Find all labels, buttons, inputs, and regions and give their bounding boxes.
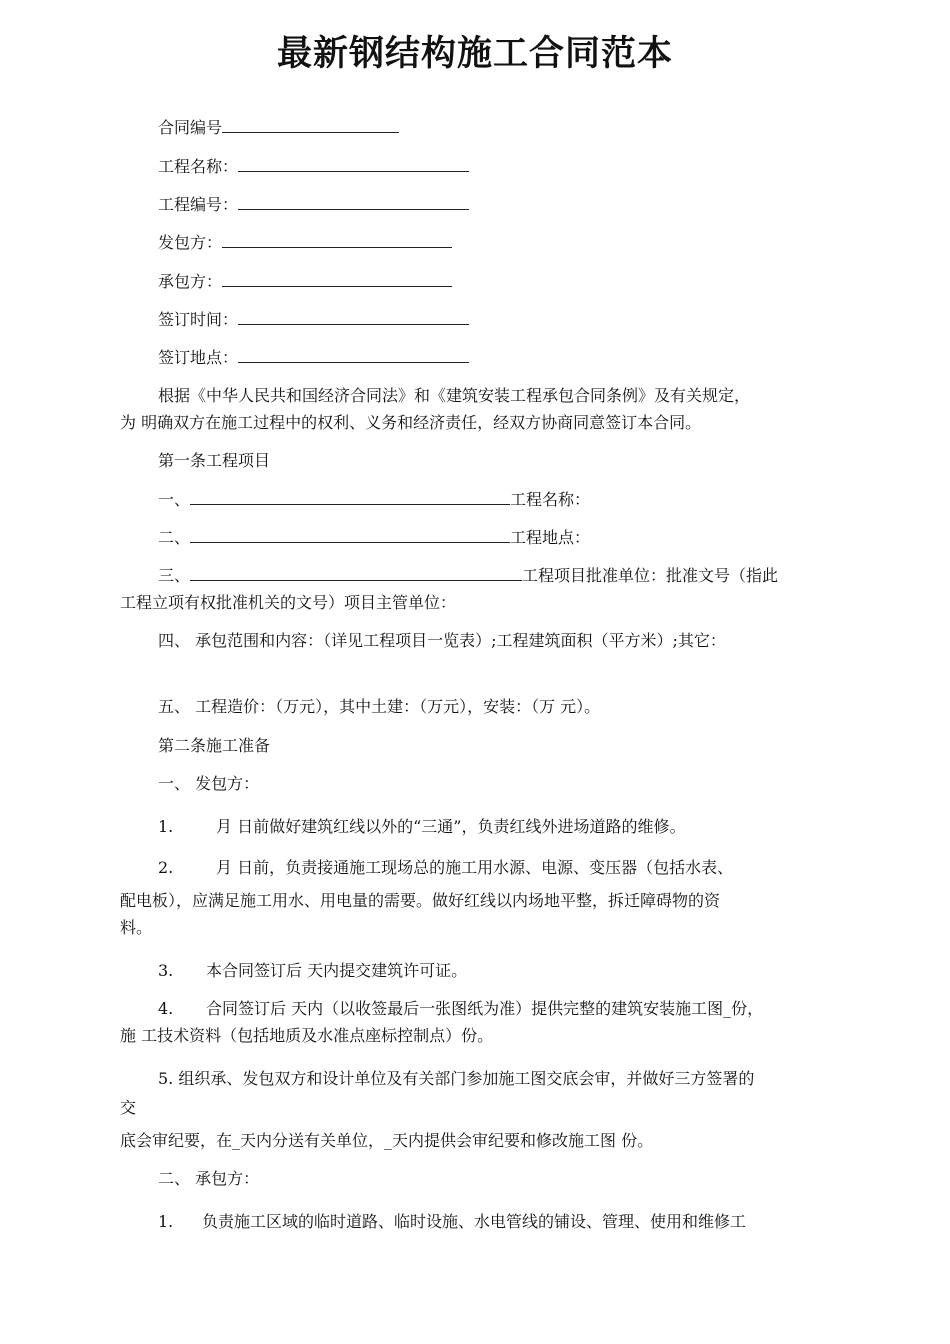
- article-1-heading: 第一条工程项目: [158, 451, 271, 470]
- para-number: 1.: [158, 1212, 174, 1231]
- blank-line[interactable]: [190, 565, 522, 581]
- intro-line-1: 根据《中华人民共和国经济合同法》和《建筑安装工程承包合同条例》及有关规定，: [158, 386, 751, 405]
- article-2-contractor-para-1: [158, 1211, 746, 1233]
- para-text: 合同签订后 天内（以收签最后一张图纸为准）提供完整的建筑安装施工图_份，: [206, 999, 764, 1018]
- blank-line[interactable]: [190, 527, 510, 543]
- article-2-para-1: [158, 816, 685, 838]
- field-label: 签订时间：: [158, 310, 239, 329]
- para-text: 负责施工区域的临时道路、临时设施、水电管线的铺设、管理、使用和维修工: [202, 1212, 747, 1231]
- article-2-para-5-end: 底会审纪要，在_天内分送有关单位，_天内提供会审纪要和修改施工图 份。: [120, 1131, 654, 1150]
- item-text: 工程项目批准单位：批准文号（指此: [522, 566, 779, 585]
- field-contractor: [158, 271, 452, 293]
- blank-line[interactable]: [190, 489, 510, 505]
- blank-line[interactable]: [222, 271, 452, 287]
- field-contract-no: [158, 117, 399, 139]
- item-number: 二、: [158, 528, 191, 547]
- item-number: 一、: [158, 490, 191, 509]
- article-1-item-3: [158, 565, 778, 587]
- field-label: 合同编号: [158, 118, 223, 137]
- blank-line[interactable]: [222, 117, 399, 133]
- blank-line[interactable]: [238, 347, 469, 363]
- article-2-section-1: 一、 发包方：: [158, 774, 260, 793]
- article-2-para-3: [158, 960, 467, 982]
- blank-line[interactable]: [238, 309, 469, 325]
- article-2-section-2: 二、 承包方：: [158, 1169, 260, 1188]
- article-2-heading: 第二条施工准备: [158, 736, 271, 755]
- article-1-item-1: [158, 489, 590, 511]
- article-2-para-2-end: 料。: [120, 918, 153, 937]
- article-1-item-3-continued: 工程立项有权批准机关的文号）项目主管单位：: [120, 593, 457, 612]
- para-number: 4.: [158, 999, 174, 1018]
- para-text: 月 日前做好建筑红线以外的“三通”，负责红线外进场道路的维修。: [216, 817, 686, 836]
- article-1-item-5: 五、 工程造价：（万元），其中土建：（万元），安装：（万 元）。: [158, 697, 601, 716]
- para-number: 3.: [158, 961, 174, 980]
- field-label: 发包方：: [158, 233, 223, 252]
- field-label: 工程名称：: [158, 157, 239, 176]
- article-2-para-4-continued: 施 工技术资料（包括地质及水准点座标控制点）份。: [120, 1026, 494, 1045]
- field-sign-time: [158, 309, 469, 331]
- article-1-item-2: [158, 527, 590, 549]
- document-title: 最新钢结构施工合同范本: [276, 34, 673, 74]
- intro-line-2: 为 明确双方在施工过程中的权利、义务和经济责任，经双方协商同意签订本合同。: [120, 413, 702, 432]
- para-number: 2.: [158, 858, 174, 877]
- field-label: 签订地点：: [158, 348, 239, 367]
- article-2-para-4: [158, 998, 763, 1020]
- item-text: 工程地点：: [510, 528, 591, 547]
- para-number: 1.: [158, 817, 174, 836]
- field-employer: [158, 232, 452, 254]
- field-project-no: [158, 194, 469, 216]
- article-2-para-2: [158, 857, 733, 879]
- item-text: 工程名称：: [510, 490, 591, 509]
- field-label: 承包方：: [158, 272, 223, 291]
- para-text: 本合同签订后 天内提交建筑许可证。: [206, 961, 468, 980]
- blank-line[interactable]: [238, 194, 469, 210]
- article-2-para-2-continued: 配电板），应满足施工用水、用电量的需要。做好红线以内场地平整，拆迁障碍物的资: [120, 891, 721, 910]
- blank-line[interactable]: [222, 232, 452, 248]
- field-label: 工程编号：: [158, 195, 239, 214]
- article-1-item-4: 四、 承包范围和内容：（详见工程项目一览表）;工程建筑面积（平方米）;其它：: [158, 631, 726, 650]
- field-sign-place: [158, 347, 469, 369]
- article-2-para-5: 5. 组织承、发包双方和设计单位及有关部门参加施工图交底会审，并做好三方签署的: [158, 1069, 755, 1088]
- item-number: 三、: [158, 566, 191, 585]
- para-text: 月 日前，负责接通施工现场总的施工用水源、电源、变压器（包括水表、: [216, 858, 734, 877]
- field-project-name: [158, 156, 469, 178]
- article-2-para-5-continued: 交: [120, 1098, 137, 1117]
- blank-line[interactable]: [238, 156, 469, 172]
